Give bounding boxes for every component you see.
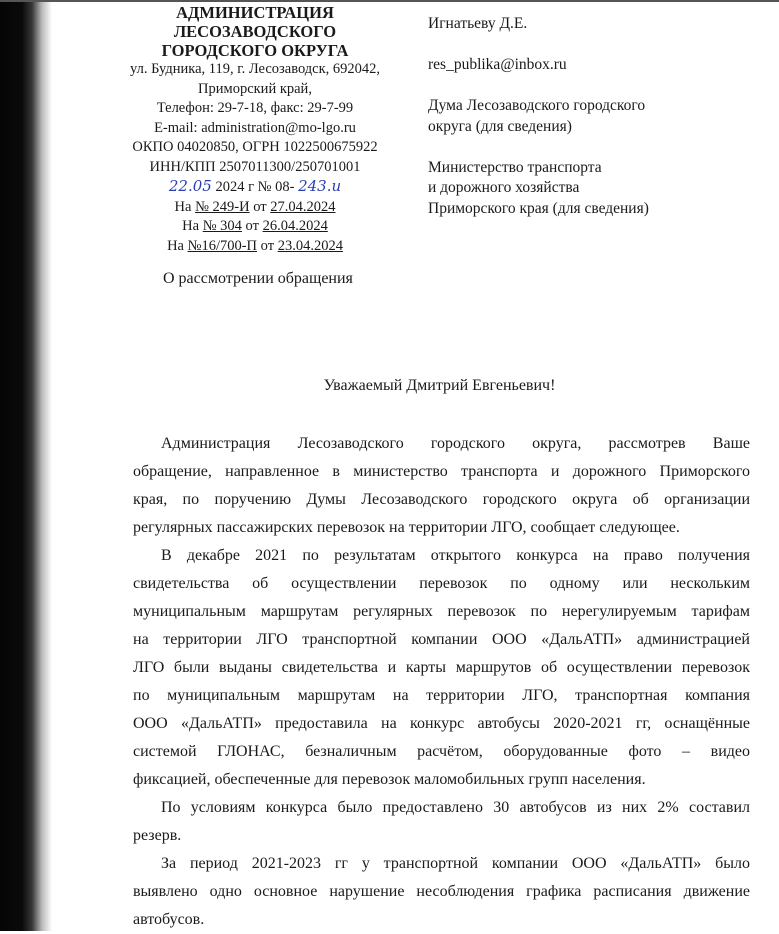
okpo: ОКПО 04020850, ОГРН 1022500675922 bbox=[132, 139, 378, 155]
address: ул. Будника, 119, г. Лесозаводск, 692042, bbox=[129, 61, 381, 77]
ref-date: 23.04.2024 bbox=[277, 237, 343, 254]
body-text-line: фиксацией, обеспеченные для перевозок маломобильных групп населения. bbox=[133, 771, 646, 788]
subject-line: О рассмотрении обращения bbox=[163, 270, 353, 287]
body-text-line: За период 2021-2023 гг у транспортной компании ООО «ДальАТП» было bbox=[161, 855, 750, 872]
ref-prefix: На bbox=[174, 198, 196, 215]
reference-line bbox=[110, 217, 400, 237]
recipient-duma: Думa Лесозаводского городского bbox=[428, 97, 646, 114]
region: Приморский край, bbox=[198, 80, 312, 97]
reg-printed: 2024 г № 08- bbox=[215, 179, 295, 195]
ref-prefix: На bbox=[167, 237, 188, 254]
body-text-line: ООО «ДальАТП» предоставила на конкурс автобусы 2020-2021 гг, оснащённые bbox=[133, 715, 750, 732]
body-text-line: автобусов. bbox=[133, 911, 205, 928]
ref-date: 26.04.2024 bbox=[262, 218, 328, 234]
letterhead bbox=[110, 3, 400, 256]
ref-prefix: На bbox=[182, 218, 203, 234]
handwritten-date: 22.05 bbox=[168, 177, 212, 195]
reference-line bbox=[110, 198, 400, 218]
recipients-block bbox=[428, 14, 649, 219]
body-text-line: ЛГО были выданы свидетельства и карты маршрутов об осуществлении перевозок bbox=[133, 659, 750, 676]
phone: Телефон: 29-7-18, факс: 29-7-99 bbox=[156, 100, 354, 116]
body-text-line: на территории ЛГО транспортной компании ООО «ДальАТП» администрацией bbox=[133, 631, 750, 648]
recipient-duma: округа (для сведения) bbox=[428, 117, 572, 135]
ref-from: от bbox=[249, 198, 271, 215]
ref-number: № 249-И bbox=[195, 198, 250, 215]
recipient-ministry: Приморского края (для сведения) bbox=[428, 199, 649, 217]
body-text-line: края, по поручению Думы Лесозаводского городского округа об организации bbox=[133, 491, 750, 508]
inn: ИНН/КПП 2507011300/250701001 bbox=[149, 158, 361, 175]
recipient-email: res_publika@inbox.ru bbox=[428, 56, 567, 73]
letter-body bbox=[133, 430, 750, 934]
org-name-line: ЛЕСОЗАВОДСКОГО bbox=[173, 22, 337, 41]
body-text-line: свидетельства об осуществлении перевозок по одному или нескольким bbox=[133, 575, 750, 592]
body-text-line: системой ГЛОНАС, безналичным расчётом, оборудованные фото – видео bbox=[133, 743, 750, 760]
body-text-line: выявлено одно основное нарушение несоблюдения графика расписания движение bbox=[133, 883, 750, 900]
body-text-line: по муниципальным маршрутам на территории ЛГО, транспортная компания bbox=[133, 687, 750, 704]
ref-number: №16/700-П bbox=[187, 237, 258, 254]
scan-top-edge bbox=[0, 0, 779, 2]
reference-line bbox=[110, 237, 400, 257]
org-name-line: АДМИНИСТРАЦИЯ bbox=[176, 3, 334, 22]
body-text-line: регулярных пассажирских перевозок на территории ЛГО, сообщает следующее. bbox=[133, 519, 680, 536]
ref-number: № 304 bbox=[202, 218, 242, 234]
handwritten-number: 243.и bbox=[298, 177, 342, 195]
email: E-mail: administration@mo-lgo.ru bbox=[154, 119, 356, 136]
body-text-line: обращение, направленное в министерство транспорта и дорожного Приморского bbox=[133, 463, 750, 480]
body-text-line: По условиям конкурса было предоставлено 30 автобусов из них 2% составил bbox=[161, 799, 750, 816]
body-text-line: резерв. bbox=[133, 827, 182, 844]
recipient-ministry: Министерство транспорта bbox=[428, 158, 602, 176]
greeting: Уважаемый Дмитрий Евгеньевич! bbox=[323, 377, 556, 394]
body-text-line: Администрация Лесозаводского городского округа, рассмотрев Ваше bbox=[161, 435, 750, 452]
ref-from: от bbox=[241, 218, 263, 234]
recipient-ministry: и дорожного хозяйства bbox=[428, 179, 580, 196]
body-text-line: муниципальным маршрутам регулярных перевозок по нерегулируемым тарифам bbox=[133, 603, 750, 620]
ref-date: 27.04.2024 bbox=[270, 198, 336, 215]
ref-from: от bbox=[257, 237, 278, 254]
recipient-name: Игнатьеву Д.Е. bbox=[428, 15, 528, 32]
scan-edge-shadow bbox=[0, 0, 60, 931]
registration-line bbox=[110, 177, 400, 198]
body-text-line: В декабре 2021 по результатам открытого конкурса на право получения bbox=[161, 547, 750, 564]
org-name-line: ГОРОДСКОГО ОКРУГА bbox=[161, 41, 349, 60]
